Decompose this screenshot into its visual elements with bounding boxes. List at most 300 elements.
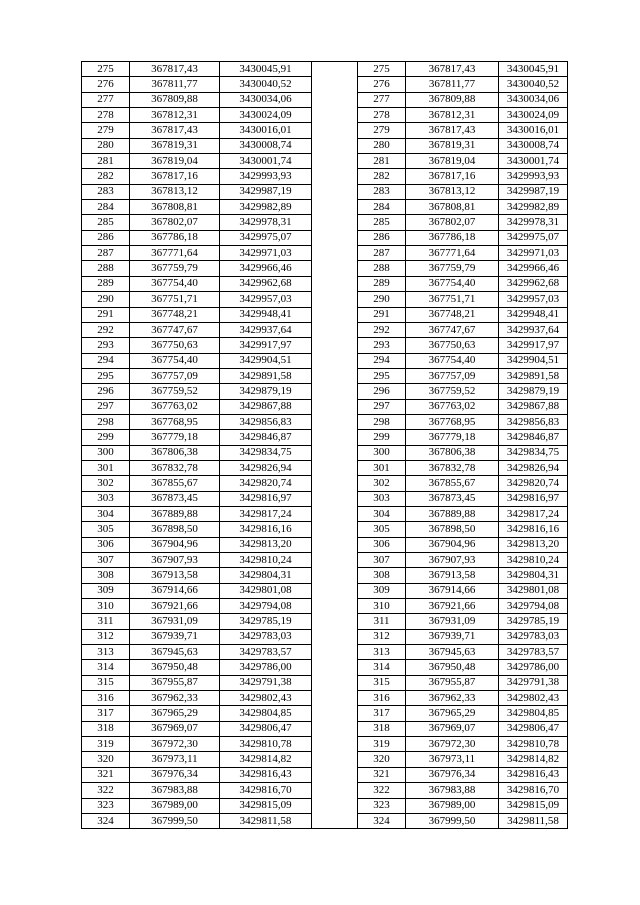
column-gap-cell: [312, 108, 358, 123]
left-point-number-cell: 318: [82, 721, 130, 736]
right-point-number-cell: 319: [358, 737, 406, 752]
left-y-coordinate-cell: 3429817,24: [220, 506, 312, 521]
left-y-coordinate-cell: 3429813,20: [220, 537, 312, 552]
right-point-number-cell: 308: [358, 568, 406, 583]
left-x-coordinate-cell: 367751,71: [130, 292, 220, 307]
left-point-number-cell: 290: [82, 292, 130, 307]
right-x-coordinate-cell: 367983,88: [406, 783, 499, 798]
column-gap-cell: [312, 568, 358, 583]
table-row: [82, 200, 568, 215]
right-y-coordinate-cell: 3430045,91: [499, 62, 568, 77]
right-y-coordinate-cell: 3429785,19: [499, 614, 568, 629]
left-x-coordinate-cell: 367955,87: [130, 675, 220, 690]
right-point-number-cell: 315: [358, 675, 406, 690]
right-point-number-cell: 317: [358, 706, 406, 721]
left-point-number-cell: 275: [82, 62, 130, 77]
left-y-coordinate-cell: 3430034,06: [220, 92, 312, 107]
left-point-number-cell: 295: [82, 368, 130, 383]
right-y-coordinate-cell: 3429804,85: [499, 706, 568, 721]
right-point-number-cell: 314: [358, 660, 406, 675]
right-x-coordinate-cell: 367939,71: [406, 629, 499, 644]
right-x-coordinate-cell: 367763,02: [406, 399, 499, 414]
right-point-number-cell: 301: [358, 460, 406, 475]
coordinates-table-body: [82, 62, 568, 829]
left-point-number-cell: 302: [82, 476, 130, 491]
left-y-coordinate-cell: 3429783,03: [220, 629, 312, 644]
column-gap-cell: [312, 629, 358, 644]
left-x-coordinate-cell: 367779,18: [130, 430, 220, 445]
left-point-number-cell: 298: [82, 414, 130, 429]
left-y-coordinate-cell: 3429806,47: [220, 721, 312, 736]
right-point-number-cell: 320: [358, 752, 406, 767]
right-point-number-cell: 299: [358, 430, 406, 445]
left-y-coordinate-cell: 3429801,08: [220, 583, 312, 598]
right-y-coordinate-cell: 3429937,64: [499, 322, 568, 337]
right-x-coordinate-cell: 367768,95: [406, 414, 499, 429]
left-point-number-cell: 294: [82, 353, 130, 368]
right-x-coordinate-cell: 367817,16: [406, 169, 499, 184]
left-point-number-cell: 280: [82, 138, 130, 153]
left-point-number-cell: 304: [82, 506, 130, 521]
right-x-coordinate-cell: 367806,38: [406, 445, 499, 460]
right-x-coordinate-cell: 367757,09: [406, 368, 499, 383]
right-y-coordinate-cell: 3429834,75: [499, 445, 568, 460]
left-point-number-cell: 299: [82, 430, 130, 445]
right-y-coordinate-cell: 3429814,82: [499, 752, 568, 767]
left-x-coordinate-cell: 367747,67: [130, 322, 220, 337]
column-gap-cell: [312, 123, 358, 138]
left-x-coordinate-cell: 367806,38: [130, 445, 220, 460]
right-point-number-cell: 304: [358, 506, 406, 521]
column-gap-cell: [312, 200, 358, 215]
right-y-coordinate-cell: 3429816,70: [499, 783, 568, 798]
right-x-coordinate-cell: 367754,40: [406, 353, 499, 368]
left-point-number-cell: 312: [82, 629, 130, 644]
right-y-coordinate-cell: 3429966,46: [499, 261, 568, 276]
right-point-number-cell: 318: [358, 721, 406, 736]
left-y-coordinate-cell: 3429971,03: [220, 246, 312, 261]
right-y-coordinate-cell: 3430001,74: [499, 154, 568, 169]
right-x-coordinate-cell: 367873,45: [406, 491, 499, 506]
right-x-coordinate-cell: 367972,30: [406, 737, 499, 752]
left-x-coordinate-cell: 367802,07: [130, 215, 220, 230]
right-y-coordinate-cell: 3429811,58: [499, 813, 568, 828]
left-y-coordinate-cell: 3430024,09: [220, 108, 312, 123]
table-row: [82, 491, 568, 506]
left-x-coordinate-cell: 367817,16: [130, 169, 220, 184]
table-row: [82, 292, 568, 307]
column-gap-cell: [312, 675, 358, 690]
left-x-coordinate-cell: 367748,21: [130, 307, 220, 322]
table-row: [82, 614, 568, 629]
left-x-coordinate-cell: 367809,88: [130, 92, 220, 107]
right-x-coordinate-cell: 367812,31: [406, 108, 499, 123]
left-point-number-cell: 314: [82, 660, 130, 675]
right-y-coordinate-cell: 3429810,78: [499, 737, 568, 752]
table-row: [82, 798, 568, 813]
table-row: [82, 460, 568, 475]
left-point-number-cell: 316: [82, 691, 130, 706]
right-x-coordinate-cell: 367808,81: [406, 200, 499, 215]
left-x-coordinate-cell: 367812,31: [130, 108, 220, 123]
left-point-number-cell: 306: [82, 537, 130, 552]
right-point-number-cell: 279: [358, 123, 406, 138]
table-row: [82, 752, 568, 767]
left-y-coordinate-cell: 3429879,19: [220, 384, 312, 399]
right-point-number-cell: 295: [358, 368, 406, 383]
left-point-number-cell: 320: [82, 752, 130, 767]
right-point-number-cell: 296: [358, 384, 406, 399]
table-row: [82, 568, 568, 583]
right-point-number-cell: 312: [358, 629, 406, 644]
table-row: [82, 721, 568, 736]
left-x-coordinate-cell: 367904,96: [130, 537, 220, 552]
left-point-number-cell: 301: [82, 460, 130, 475]
right-point-number-cell: 290: [358, 292, 406, 307]
left-point-number-cell: 277: [82, 92, 130, 107]
right-y-coordinate-cell: 3429791,38: [499, 675, 568, 690]
table-row: [82, 414, 568, 429]
right-y-coordinate-cell: 3429810,24: [499, 553, 568, 568]
left-x-coordinate-cell: 367873,45: [130, 491, 220, 506]
table-row: [82, 660, 568, 675]
column-gap-cell: [312, 62, 358, 77]
left-y-coordinate-cell: 3429962,68: [220, 276, 312, 291]
right-point-number-cell: 311: [358, 614, 406, 629]
right-y-coordinate-cell: 3429806,47: [499, 721, 568, 736]
right-x-coordinate-cell: 367754,40: [406, 276, 499, 291]
left-point-number-cell: 322: [82, 783, 130, 798]
right-point-number-cell: 307: [358, 553, 406, 568]
column-gap-cell: [312, 660, 358, 675]
table-row: [82, 169, 568, 184]
left-x-coordinate-cell: 367945,63: [130, 645, 220, 660]
table-row: [82, 138, 568, 153]
left-x-coordinate-cell: 367931,09: [130, 614, 220, 629]
left-y-coordinate-cell: 3430008,74: [220, 138, 312, 153]
column-gap-cell: [312, 721, 358, 736]
left-y-coordinate-cell: 3429816,70: [220, 783, 312, 798]
left-y-coordinate-cell: 3429814,82: [220, 752, 312, 767]
column-gap-cell: [312, 752, 358, 767]
right-x-coordinate-cell: 367931,09: [406, 614, 499, 629]
right-y-coordinate-cell: 3429904,51: [499, 353, 568, 368]
right-x-coordinate-cell: 367898,50: [406, 522, 499, 537]
right-point-number-cell: 297: [358, 399, 406, 414]
column-gap-cell: [312, 215, 358, 230]
right-x-coordinate-cell: 367759,52: [406, 384, 499, 399]
table-row: [82, 767, 568, 782]
right-x-coordinate-cell: 367771,64: [406, 246, 499, 261]
table-row: [82, 276, 568, 291]
column-gap-cell: [312, 645, 358, 660]
right-x-coordinate-cell: 367904,96: [406, 537, 499, 552]
column-gap-cell: [312, 798, 358, 813]
right-x-coordinate-cell: 367969,07: [406, 721, 499, 736]
left-x-coordinate-cell: 367898,50: [130, 522, 220, 537]
left-y-coordinate-cell: 3429917,97: [220, 338, 312, 353]
right-x-coordinate-cell: 367817,43: [406, 62, 499, 77]
left-point-number-cell: 278: [82, 108, 130, 123]
left-point-number-cell: 297: [82, 399, 130, 414]
right-point-number-cell: 303: [358, 491, 406, 506]
right-y-coordinate-cell: 3429783,57: [499, 645, 568, 660]
right-y-coordinate-cell: 3430016,01: [499, 123, 568, 138]
right-x-coordinate-cell: 367914,66: [406, 583, 499, 598]
left-x-coordinate-cell: 367759,79: [130, 261, 220, 276]
left-x-coordinate-cell: 367950,48: [130, 660, 220, 675]
left-point-number-cell: 276: [82, 77, 130, 92]
right-x-coordinate-cell: 367950,48: [406, 660, 499, 675]
right-x-coordinate-cell: 367750,63: [406, 338, 499, 353]
table-row: [82, 338, 568, 353]
column-gap-cell: [312, 399, 358, 414]
column-gap-cell: [312, 614, 358, 629]
right-y-coordinate-cell: 3429846,87: [499, 430, 568, 445]
right-y-coordinate-cell: 3429879,19: [499, 384, 568, 399]
document-page: [81, 61, 567, 829]
right-x-coordinate-cell: 367802,07: [406, 215, 499, 230]
column-gap-cell: [312, 322, 358, 337]
table-row: [82, 322, 568, 337]
left-y-coordinate-cell: 3430045,91: [220, 62, 312, 77]
right-y-coordinate-cell: 3429975,07: [499, 230, 568, 245]
column-gap-cell: [312, 706, 358, 721]
left-x-coordinate-cell: 367832,78: [130, 460, 220, 475]
right-point-number-cell: 321: [358, 767, 406, 782]
right-x-coordinate-cell: 367813,12: [406, 184, 499, 199]
right-point-number-cell: 316: [358, 691, 406, 706]
table-row: [82, 215, 568, 230]
left-x-coordinate-cell: 367759,52: [130, 384, 220, 399]
table-row: [82, 384, 568, 399]
right-point-number-cell: 306: [358, 537, 406, 552]
column-gap-cell: [312, 338, 358, 353]
right-x-coordinate-cell: 367921,66: [406, 599, 499, 614]
table-row: [82, 92, 568, 107]
table-row: [82, 675, 568, 690]
left-point-number-cell: 283: [82, 184, 130, 199]
right-y-coordinate-cell: 3429971,03: [499, 246, 568, 261]
left-x-coordinate-cell: 367921,66: [130, 599, 220, 614]
table-row: [82, 506, 568, 521]
right-point-number-cell: 281: [358, 154, 406, 169]
left-x-coordinate-cell: 367757,09: [130, 368, 220, 383]
left-x-coordinate-cell: 367771,64: [130, 246, 220, 261]
column-gap-cell: [312, 276, 358, 291]
column-gap-cell: [312, 414, 358, 429]
left-point-number-cell: 319: [82, 737, 130, 752]
left-y-coordinate-cell: 3430040,52: [220, 77, 312, 92]
right-x-coordinate-cell: 367976,34: [406, 767, 499, 782]
left-point-number-cell: 285: [82, 215, 130, 230]
left-x-coordinate-cell: 367817,43: [130, 62, 220, 77]
right-point-number-cell: 289: [358, 276, 406, 291]
left-point-number-cell: 287: [82, 246, 130, 261]
left-x-coordinate-cell: 367914,66: [130, 583, 220, 598]
left-y-coordinate-cell: 3429856,83: [220, 414, 312, 429]
left-y-coordinate-cell: 3429785,19: [220, 614, 312, 629]
right-y-coordinate-cell: 3429982,89: [499, 200, 568, 215]
left-y-coordinate-cell: 3430001,74: [220, 154, 312, 169]
right-x-coordinate-cell: 367747,67: [406, 322, 499, 337]
table-row: [82, 737, 568, 752]
right-point-number-cell: 284: [358, 200, 406, 215]
right-y-coordinate-cell: 3429816,97: [499, 491, 568, 506]
column-gap-cell: [312, 491, 358, 506]
right-point-number-cell: 282: [358, 169, 406, 184]
column-gap-cell: [312, 307, 358, 322]
table-row: [82, 154, 568, 169]
table-row: [82, 123, 568, 138]
right-point-number-cell: 310: [358, 599, 406, 614]
right-x-coordinate-cell: 367786,18: [406, 230, 499, 245]
right-y-coordinate-cell: 3429801,08: [499, 583, 568, 598]
right-y-coordinate-cell: 3429978,31: [499, 215, 568, 230]
coordinates-table: [81, 61, 568, 829]
left-x-coordinate-cell: 367965,29: [130, 706, 220, 721]
right-point-number-cell: 277: [358, 92, 406, 107]
left-point-number-cell: 281: [82, 154, 130, 169]
right-x-coordinate-cell: 367889,88: [406, 506, 499, 521]
left-y-coordinate-cell: 3429826,94: [220, 460, 312, 475]
table-row: [82, 645, 568, 660]
left-y-coordinate-cell: 3429993,93: [220, 169, 312, 184]
left-x-coordinate-cell: 367939,71: [130, 629, 220, 644]
right-x-coordinate-cell: 367748,21: [406, 307, 499, 322]
table-row: [82, 553, 568, 568]
column-gap-cell: [312, 737, 358, 752]
left-x-coordinate-cell: 367808,81: [130, 200, 220, 215]
left-x-coordinate-cell: 367913,58: [130, 568, 220, 583]
right-point-number-cell: 324: [358, 813, 406, 828]
right-point-number-cell: 294: [358, 353, 406, 368]
table-row: [82, 399, 568, 414]
left-y-coordinate-cell: 3429867,88: [220, 399, 312, 414]
left-y-coordinate-cell: 3429820,74: [220, 476, 312, 491]
left-y-coordinate-cell: 3429978,31: [220, 215, 312, 230]
right-x-coordinate-cell: 367965,29: [406, 706, 499, 721]
right-point-number-cell: 287: [358, 246, 406, 261]
left-y-coordinate-cell: 3429794,08: [220, 599, 312, 614]
right-point-number-cell: 302: [358, 476, 406, 491]
right-y-coordinate-cell: 3430040,52: [499, 77, 568, 92]
table-row: [82, 62, 568, 77]
column-gap-cell: [312, 767, 358, 782]
left-y-coordinate-cell: 3429811,58: [220, 813, 312, 828]
right-x-coordinate-cell: 367779,18: [406, 430, 499, 445]
right-x-coordinate-cell: 367759,79: [406, 261, 499, 276]
right-point-number-cell: 285: [358, 215, 406, 230]
table-row: [82, 476, 568, 491]
left-x-coordinate-cell: 367754,40: [130, 276, 220, 291]
column-gap-cell: [312, 460, 358, 475]
left-point-number-cell: 291: [82, 307, 130, 322]
column-gap-cell: [312, 77, 358, 92]
left-x-coordinate-cell: 367907,93: [130, 553, 220, 568]
right-x-coordinate-cell: 367913,58: [406, 568, 499, 583]
left-x-coordinate-cell: 367889,88: [130, 506, 220, 521]
left-y-coordinate-cell: 3429966,46: [220, 261, 312, 276]
left-y-coordinate-cell: 3429957,03: [220, 292, 312, 307]
left-y-coordinate-cell: 3429834,75: [220, 445, 312, 460]
table-row: [82, 813, 568, 828]
table-row: [82, 706, 568, 721]
table-row: [82, 583, 568, 598]
table-row: [82, 230, 568, 245]
left-y-coordinate-cell: 3429937,64: [220, 322, 312, 337]
right-y-coordinate-cell: 3429813,20: [499, 537, 568, 552]
left-point-number-cell: 313: [82, 645, 130, 660]
left-y-coordinate-cell: 3429987,19: [220, 184, 312, 199]
right-point-number-cell: 298: [358, 414, 406, 429]
table-row: [82, 629, 568, 644]
right-y-coordinate-cell: 3429817,24: [499, 506, 568, 521]
left-point-number-cell: 311: [82, 614, 130, 629]
column-gap-cell: [312, 353, 358, 368]
left-y-coordinate-cell: 3429948,41: [220, 307, 312, 322]
table-row: [82, 537, 568, 552]
right-y-coordinate-cell: 3430034,06: [499, 92, 568, 107]
right-x-coordinate-cell: 367955,87: [406, 675, 499, 690]
left-y-coordinate-cell: 3429810,78: [220, 737, 312, 752]
left-x-coordinate-cell: 367754,40: [130, 353, 220, 368]
right-y-coordinate-cell: 3429962,68: [499, 276, 568, 291]
right-x-coordinate-cell: 367962,33: [406, 691, 499, 706]
left-point-number-cell: 321: [82, 767, 130, 782]
left-point-number-cell: 323: [82, 798, 130, 813]
left-x-coordinate-cell: 367750,63: [130, 338, 220, 353]
left-x-coordinate-cell: 367819,04: [130, 154, 220, 169]
left-y-coordinate-cell: 3429783,57: [220, 645, 312, 660]
column-gap-cell: [312, 522, 358, 537]
column-gap-cell: [312, 368, 358, 383]
left-x-coordinate-cell: 367855,67: [130, 476, 220, 491]
column-gap-cell: [312, 537, 358, 552]
table-row: [82, 246, 568, 261]
left-x-coordinate-cell: 367763,02: [130, 399, 220, 414]
column-gap-cell: [312, 384, 358, 399]
right-y-coordinate-cell: 3429993,93: [499, 169, 568, 184]
left-y-coordinate-cell: 3429982,89: [220, 200, 312, 215]
left-y-coordinate-cell: 3429816,43: [220, 767, 312, 782]
left-x-coordinate-cell: 367811,77: [130, 77, 220, 92]
right-x-coordinate-cell: 367907,93: [406, 553, 499, 568]
right-y-coordinate-cell: 3430024,09: [499, 108, 568, 123]
table-row: [82, 353, 568, 368]
right-y-coordinate-cell: 3429948,41: [499, 307, 568, 322]
right-point-number-cell: 300: [358, 445, 406, 460]
left-y-coordinate-cell: 3429904,51: [220, 353, 312, 368]
right-point-number-cell: 291: [358, 307, 406, 322]
right-point-number-cell: 323: [358, 798, 406, 813]
left-y-coordinate-cell: 3429816,97: [220, 491, 312, 506]
right-y-coordinate-cell: 3429786,00: [499, 660, 568, 675]
left-point-number-cell: 300: [82, 445, 130, 460]
right-y-coordinate-cell: 3429891,58: [499, 368, 568, 383]
left-x-coordinate-cell: 367962,33: [130, 691, 220, 706]
right-point-number-cell: 278: [358, 108, 406, 123]
column-gap-cell: [312, 184, 358, 199]
right-x-coordinate-cell: 367811,77: [406, 77, 499, 92]
column-gap-cell: [312, 691, 358, 706]
right-x-coordinate-cell: 367855,67: [406, 476, 499, 491]
right-y-coordinate-cell: 3429816,16: [499, 522, 568, 537]
right-point-number-cell: 292: [358, 322, 406, 337]
left-y-coordinate-cell: 3429815,09: [220, 798, 312, 813]
left-point-number-cell: 308: [82, 568, 130, 583]
right-x-coordinate-cell: 367751,71: [406, 292, 499, 307]
